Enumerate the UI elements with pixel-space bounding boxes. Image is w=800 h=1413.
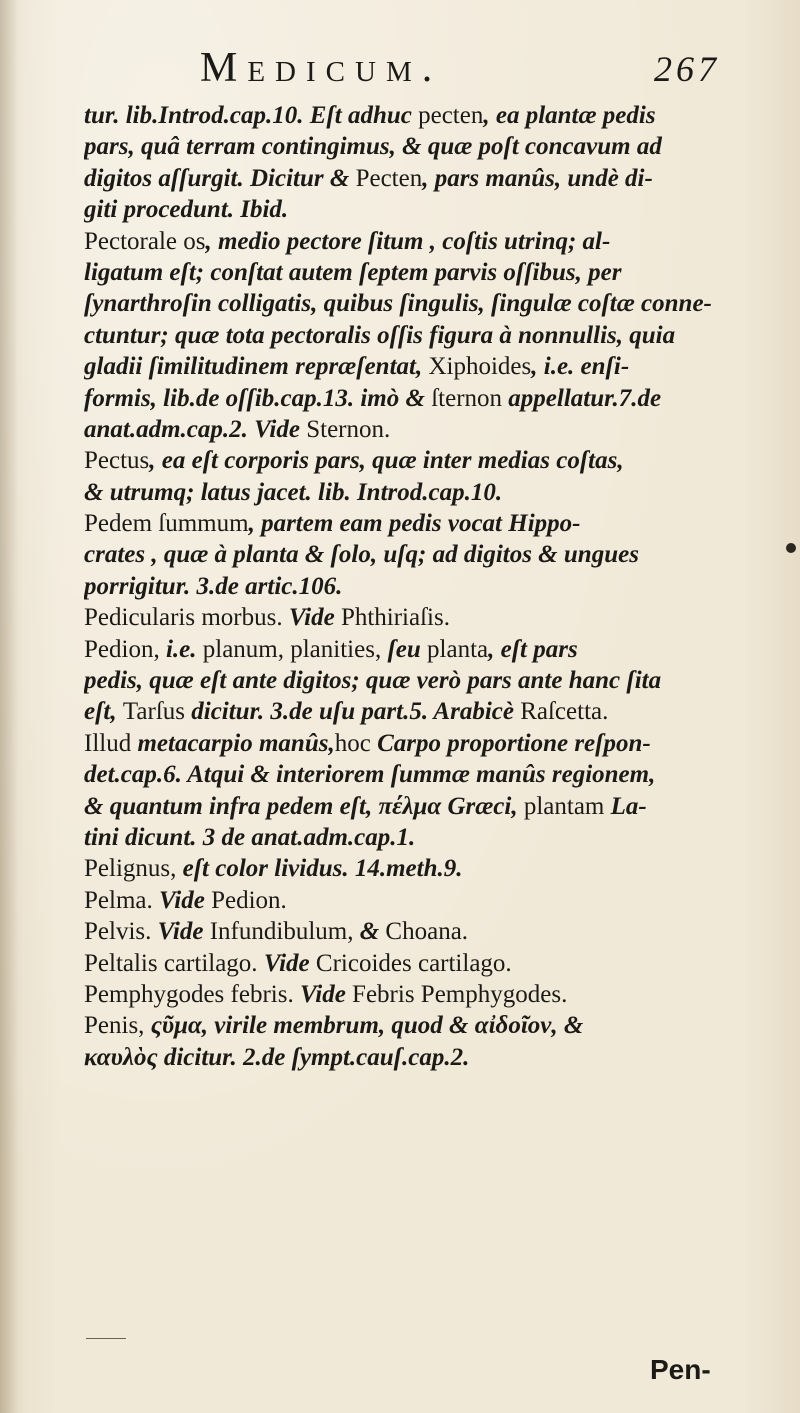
roman-text-segment: Raſcetta. bbox=[520, 698, 609, 726]
roman-text-segment: Pedion. bbox=[211, 886, 287, 914]
text-line bbox=[84, 822, 744, 853]
running-title: Medicum. bbox=[200, 45, 443, 91]
italic-text-segment: digitos aſſurgit. Dicitur & bbox=[84, 164, 356, 192]
italic-text-segment: appellatur.7.de bbox=[502, 384, 662, 412]
text-line bbox=[84, 602, 744, 633]
italic-text-segment: , eſt pars bbox=[488, 635, 578, 663]
text-line bbox=[84, 194, 744, 225]
italic-text-segment: La- bbox=[610, 792, 647, 820]
roman-text-segment: Tarſus bbox=[122, 698, 192, 726]
italic-text-segment: ſeu bbox=[387, 635, 428, 663]
italic-text-segment: Vide bbox=[263, 949, 316, 977]
italic-text-segment: giti procedunt. Ibid. bbox=[84, 196, 289, 224]
text-line bbox=[84, 100, 744, 131]
text-line bbox=[84, 477, 744, 508]
italic-text-segment: crates , quæ à planta & ſolo, uſq; ad digitos & ungues bbox=[84, 541, 639, 569]
text-line bbox=[84, 445, 744, 476]
italic-text-segment: anat.adm.cap.2. Vide bbox=[84, 415, 307, 443]
text-line bbox=[84, 1010, 744, 1041]
roman-text-segment: plantam bbox=[523, 792, 611, 820]
roman-text-segment: Pelvis. bbox=[84, 918, 158, 946]
roman-text-segment: Pedicularis morbus. bbox=[84, 604, 289, 632]
roman-text-segment: pecten bbox=[418, 102, 484, 129]
text-line bbox=[84, 696, 744, 727]
italic-text-segment: , i.e. enſi- bbox=[531, 353, 630, 381]
italic-text-segment: formis, lib.de oſſib.cap.13. imò & bbox=[84, 384, 432, 412]
roman-text-segment: Pecten bbox=[355, 164, 423, 192]
text-line bbox=[84, 728, 744, 759]
italic-text-segment: i.e. bbox=[165, 635, 203, 663]
italic-text-segment: & bbox=[359, 918, 386, 946]
text-line bbox=[84, 131, 744, 162]
roman-text-segment: Peltalis cartilago. bbox=[84, 949, 264, 977]
text-line bbox=[84, 163, 744, 194]
italic-text-segment: , ea eſt corporis pars, quæ inter medias coſtas, bbox=[149, 447, 624, 475]
roman-text-segment: Pelma. bbox=[84, 886, 159, 914]
italic-text-segment: , partem eam pedis vocat Hippo- bbox=[248, 510, 581, 538]
italic-text-segment: , medio pectore ſitum , coſtis utrinq; al- bbox=[205, 227, 611, 255]
text-line bbox=[84, 539, 744, 570]
italic-text-segment: ligatum eſt; conſtat autem ſeptem parvis oſſibus, per bbox=[84, 258, 622, 286]
italic-text-segment: gladii ſimilitudinem repræſentat, bbox=[84, 353, 429, 381]
italic-text-segment: ςῦμα, virile membrum, quod & αἰδοῖον, & bbox=[150, 1012, 584, 1040]
italic-text-segment: Vide bbox=[299, 980, 353, 1008]
italic-text-segment: tur. lib.Introd.cap.10. Eſt adhuc bbox=[84, 102, 419, 129]
text-line bbox=[84, 351, 744, 382]
text-line bbox=[84, 288, 744, 319]
text-line bbox=[84, 414, 744, 445]
italic-text-segment: pedis, quæ eſt ante digitos; quæ verò pars ante hanc ſita bbox=[84, 667, 662, 695]
text-line bbox=[84, 571, 744, 602]
roman-text-segment: Pelignus, bbox=[84, 855, 183, 883]
text-line bbox=[84, 634, 744, 665]
roman-text-segment: Pedion, bbox=[84, 635, 166, 663]
roman-text-segment: planum, planities, bbox=[202, 635, 388, 663]
text-line bbox=[84, 508, 744, 539]
italic-text-segment: pars, quâ terram contingimus, & quæ poſt concavum ad bbox=[84, 133, 662, 161]
italic-text-segment: ctuntur; quæ tota pectoralis oſſis figura à nonnullis, quia bbox=[84, 321, 676, 349]
text-line bbox=[84, 916, 744, 947]
page-number: 267 bbox=[654, 49, 720, 89]
text-line bbox=[84, 979, 744, 1010]
text-line bbox=[84, 948, 744, 979]
italic-text-segment: dicitur. 3.de uſu part.5. Arabicè bbox=[191, 698, 521, 726]
ink-dot-mark bbox=[786, 543, 796, 553]
text-line bbox=[84, 1042, 744, 1073]
roman-text-segment: Pectus bbox=[84, 447, 150, 475]
italic-text-segment: eſt color lividus. 14.meth.9. bbox=[182, 855, 463, 883]
roman-text-segment: hoc bbox=[334, 729, 378, 757]
text-line bbox=[84, 383, 744, 414]
roman-text-segment: Cricoides cartilago. bbox=[315, 949, 512, 977]
text-line bbox=[84, 226, 744, 257]
print-rule-mark bbox=[86, 1338, 126, 1339]
italic-text-segment: Vide bbox=[159, 886, 212, 914]
italic-text-segment: ſynarthroſin colligatis, quibus ſingulis, ſingulæ coſtæ conne- bbox=[84, 290, 712, 318]
roman-text-segment: Choana. bbox=[385, 918, 469, 946]
italic-text-segment: Carpo proportione reſpon- bbox=[377, 729, 651, 757]
page-fold-shadow bbox=[0, 0, 18, 1413]
text-line bbox=[84, 853, 744, 884]
roman-text-segment: Illud bbox=[84, 729, 138, 757]
italic-text-segment: tini dicunt. 3 de anat.adm.cap.1. bbox=[84, 823, 416, 851]
italic-text-segment: & quantum infra pedem eſt, πέλμα Græci, bbox=[84, 792, 524, 820]
roman-text-segment: Pectorale os bbox=[84, 227, 206, 255]
roman-text-segment: Phthiriaſis. bbox=[340, 604, 450, 632]
italic-text-segment: Vide bbox=[288, 604, 341, 632]
dictionary-text-body bbox=[84, 100, 744, 1073]
italic-text-segment: καυλὸς dicitur. 2.de ſympt.cauſ.cap.2. bbox=[84, 1043, 470, 1071]
roman-text-segment: Xiphoides bbox=[428, 353, 532, 381]
italic-text-segment: porrigitur. 3.de artic.106. bbox=[84, 572, 343, 600]
text-line bbox=[84, 320, 744, 351]
roman-text-segment: Pedem ſummum bbox=[84, 510, 249, 538]
roman-text-segment: Pemphygodes febris. bbox=[84, 980, 300, 1008]
roman-text-segment: ſternon bbox=[431, 384, 503, 412]
text-line bbox=[84, 759, 744, 790]
italic-text-segment: metacarpio manûs, bbox=[137, 729, 335, 757]
italic-text-segment: , ea plantæ pedis bbox=[483, 102, 656, 129]
roman-text-segment: Sternon. bbox=[306, 415, 391, 443]
roman-text-segment: Penis, bbox=[84, 1012, 151, 1040]
text-line bbox=[84, 257, 744, 288]
italic-text-segment: & utrumq; latus jacet. lib. Introd.cap.10. bbox=[84, 478, 503, 506]
catchword: Pen- bbox=[650, 1354, 711, 1385]
italic-text-segment: Vide bbox=[157, 918, 210, 946]
roman-text-segment: Febris Pemphygodes. bbox=[352, 980, 568, 1008]
italic-text-segment: det.cap.6. Atqui & interiorem ſummæ manûs regionem, bbox=[84, 761, 656, 789]
roman-text-segment: planta bbox=[427, 635, 489, 663]
text-line bbox=[84, 665, 744, 696]
text-line bbox=[84, 885, 744, 916]
text-line bbox=[84, 791, 744, 822]
italic-text-segment: eſt, bbox=[84, 698, 123, 726]
italic-text-segment: , pars manûs, undè di- bbox=[422, 164, 653, 192]
roman-text-segment: Infundibulum, bbox=[209, 918, 360, 946]
page-header bbox=[200, 44, 720, 94]
